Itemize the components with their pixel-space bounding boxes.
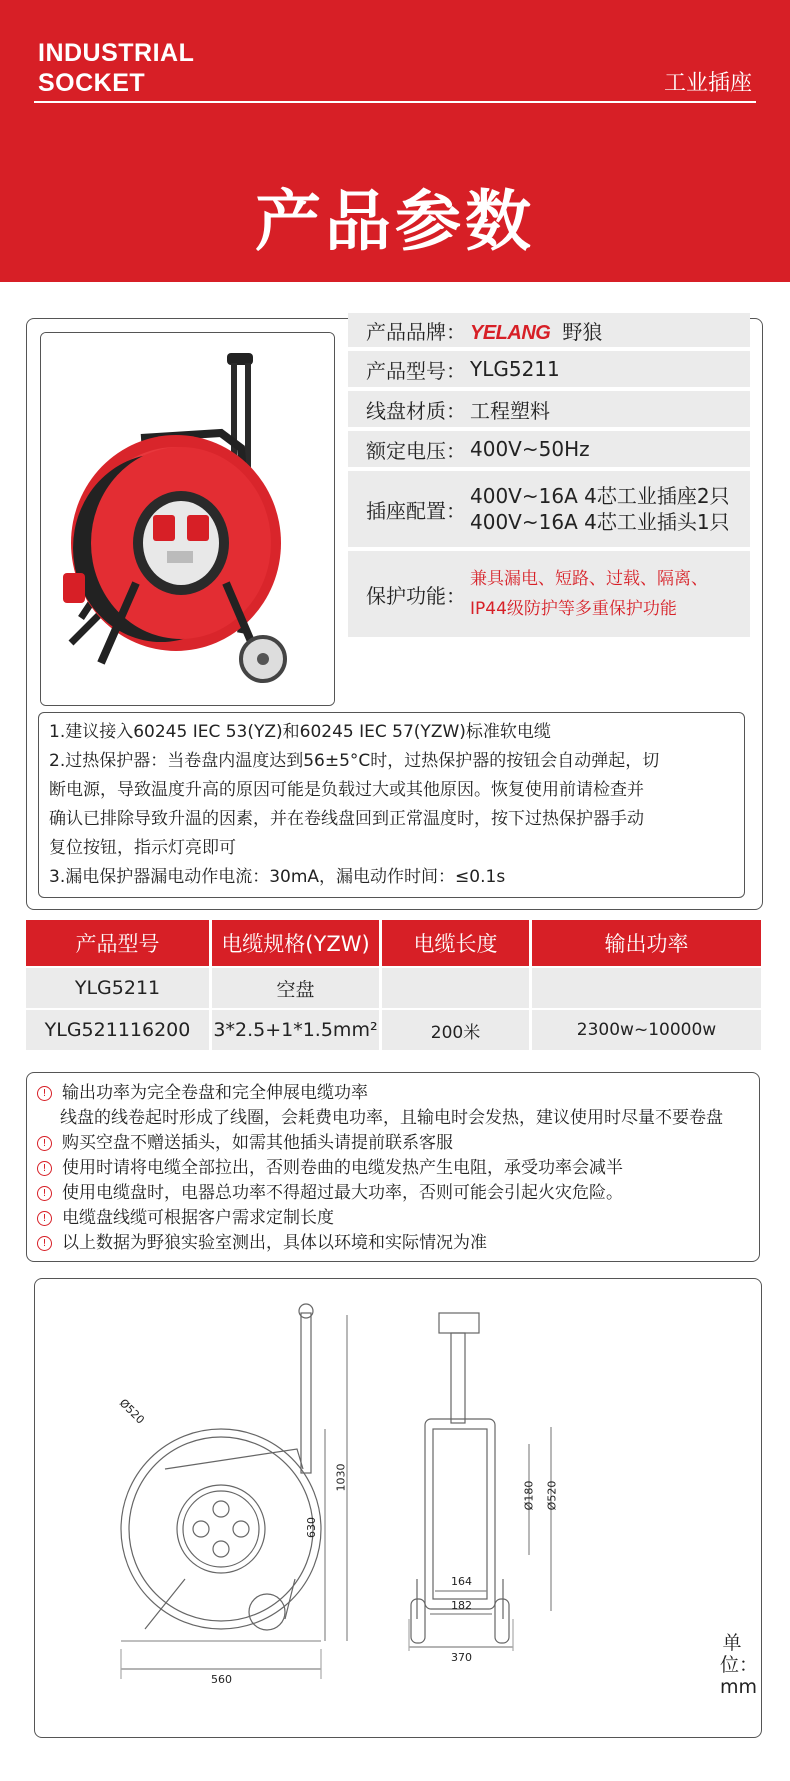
- warning-text: 以上数据为野狼实验室测出，具体以环境和实际情况为准: [62, 1233, 487, 1253]
- table-cell: YLG521116200: [26, 1010, 212, 1050]
- spec-value: 工程塑料: [470, 398, 550, 423]
- warning-text: 购买空盘不赠送插头，如需其他插头请提前联系客服: [62, 1133, 453, 1153]
- warning-text: 使用电缆盘时，电器总功率不得超过最大功率，否则可能会引起火灾危险。: [62, 1183, 623, 1203]
- warning-text: 电缆盘线缆可根据客户需求定制长度: [62, 1208, 334, 1228]
- dimension-drawing: [35, 1279, 761, 1737]
- notes-box: [38, 712, 745, 898]
- table-cell: 空盘: [212, 968, 382, 1008]
- dim-label: 630: [305, 1517, 318, 1538]
- dim-label: 182: [451, 1599, 472, 1612]
- warning-item: [37, 1156, 623, 1180]
- header-divider: [34, 101, 756, 103]
- cable-reel-illustration: [41, 333, 334, 705]
- spec-material: [348, 391, 750, 427]
- spec-label: 插座配置：: [366, 498, 466, 523]
- spec-label: 保护功能：: [366, 583, 466, 608]
- exclamation-icon: !: [37, 1161, 52, 1176]
- spec-label: 产品品牌：: [366, 319, 466, 344]
- dimension-drawing-panel: [34, 1278, 762, 1738]
- warnings-panel: [26, 1072, 760, 1262]
- dim-label: Ø520: [545, 1480, 559, 1511]
- exclamation-icon: !: [37, 1186, 52, 1201]
- note-line: 复位按钮，指示灯亮即可: [49, 838, 236, 858]
- product-image: [40, 332, 335, 706]
- table-cell: [532, 968, 761, 1008]
- table-header-cell: 产品型号: [26, 920, 212, 966]
- spec-value: 400V~50Hz: [470, 437, 590, 461]
- warning-item: [37, 1231, 487, 1255]
- note-line: 3.漏电保护器漏电动作电流：30mA，漏电动作时间：≤0.1s: [49, 867, 506, 887]
- table-cell: [382, 968, 532, 1008]
- exclamation-icon: !: [37, 1236, 52, 1251]
- brand-logo: YELANG: [470, 321, 551, 344]
- table-row: [26, 1010, 761, 1050]
- brand-title: [38, 38, 194, 98]
- spec-value: 400V~16A 4芯工业插座2只: [470, 484, 730, 508]
- table-cell: 3*2.5+1*1.5mm²: [212, 1010, 382, 1050]
- dim-label: 370: [451, 1651, 472, 1664]
- spec-brand: [348, 313, 750, 347]
- dim-label: 560: [211, 1673, 232, 1686]
- note-line: 2.过热保护器：当卷盘内温度达到56±5°C时，过热保护器的按钮会自动弹起，切: [49, 751, 660, 771]
- spec-panel: [26, 318, 763, 910]
- note-line: 断电源，导致温度升高的原因可能是负载过大或其他原因。恢复使用前请检查并: [49, 780, 644, 800]
- spec-value-2: 400V~16A 4芯工业插头1只: [470, 510, 730, 534]
- header-subtitle: 工业插座: [663, 71, 752, 96]
- table-header-row: [26, 920, 761, 966]
- table-header-cell: 输出功率: [532, 920, 761, 966]
- dim-label: Ø180: [522, 1480, 536, 1511]
- dim-label: 164: [451, 1575, 472, 1588]
- warning-text: 使用时请将电缆全部拉出，否则卷曲的电缆发热产生电阻，承受功率会减半: [62, 1158, 623, 1178]
- unit-label: 单位：mm: [720, 1632, 759, 1698]
- table-cell: 200米: [382, 1010, 532, 1050]
- warning-text: 输出功率为完全卷盘和完全伸展电缆功率: [62, 1083, 368, 1103]
- spec-label: 线盘材质：: [366, 398, 466, 423]
- table-cell: 2300w~10000w: [532, 1010, 761, 1050]
- table-header-cell: 电缆规格(YZW): [212, 920, 382, 966]
- spec-value: YLG5211: [470, 357, 560, 381]
- exclamation-icon: !: [37, 1086, 52, 1101]
- table-header-cell: 电缆长度: [382, 920, 532, 966]
- spec-label: 额定电压：: [366, 438, 466, 463]
- spec-voltage: [348, 431, 750, 467]
- warning-item: [60, 1106, 723, 1130]
- table-cell: YLG5211: [26, 968, 212, 1008]
- warning-item: [37, 1206, 334, 1230]
- brand-line-1: INDUSTRIAL: [38, 39, 195, 67]
- table-row: [26, 968, 761, 1008]
- spec-protection: [348, 551, 750, 637]
- page-title: 产品参数: [255, 183, 535, 260]
- spec-socket-config: [348, 471, 750, 547]
- exclamation-icon: !: [37, 1136, 52, 1151]
- spec-value: 兼具漏电、短路、过载、隔离、: [470, 569, 708, 589]
- brand-line-2: SOCKET: [38, 69, 146, 97]
- warning-item: [37, 1181, 623, 1205]
- exclamation-icon: !: [37, 1211, 52, 1226]
- note-line: 1.建议接入60245 IEC 53(YZ)和60245 IEC 57(YZW)标准软电缆: [49, 722, 551, 742]
- spec-model: [348, 351, 750, 387]
- dim-label: 1030: [334, 1463, 348, 1492]
- spec-value-2: IP44级防护等多重保护功能: [470, 599, 677, 619]
- header-banner: [0, 0, 790, 282]
- warning-item: [37, 1131, 453, 1155]
- warning-text: 线盘的线卷起时形成了线圈，会耗费电功率，且输电时会发热，建议使用时尽量不要卷盘: [60, 1108, 723, 1128]
- spec-label: 产品型号：: [366, 358, 466, 383]
- warning-item: [37, 1081, 368, 1105]
- spec-value: 野狼: [562, 319, 603, 344]
- dim-label: Ø520: [116, 1396, 147, 1427]
- note-line: 确认已排除导致升温的因素，并在卷线盘回到正常温度时，按下过热保护器手动: [49, 809, 644, 829]
